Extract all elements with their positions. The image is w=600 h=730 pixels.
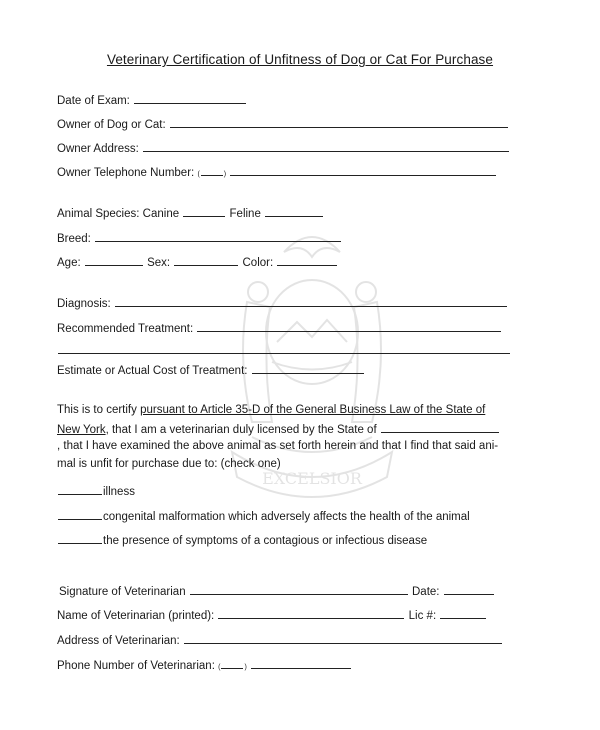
vet-name-label: Name of Veterinarian (printed): [57,610,215,622]
certify-line-3 [57,439,498,453]
area-code-open: ( [197,171,200,178]
diagnosis-label: Diagnosis: [57,298,111,310]
treatment-continuation-row [57,342,511,358]
licensed-state-field[interactable] [381,421,499,433]
age-field[interactable] [85,254,143,266]
vet-name-row [57,607,487,623]
certify-article-link: pursuant to Article 35-D of the General Business Law of the State of [140,404,486,416]
option-congenital-row[interactable] [57,508,470,524]
contagious-label: the presence of symptoms of a contagious or infectious disease [103,535,428,547]
owner-area-code-field[interactable] [201,164,223,176]
illness-check-field[interactable] [58,483,102,495]
owner-telephone-label: Owner Telephone Number: [57,167,195,179]
breed-label: Breed: [57,233,91,245]
date-of-exam-field[interactable] [134,92,246,104]
area-code-close: ) [223,171,227,178]
owner-address-field[interactable] [143,140,509,152]
treatment-label: Recommended Treatment: [57,323,194,335]
vet-area-code-open: ( [218,664,221,671]
owner-address-row [57,140,510,156]
cost-row [57,362,365,378]
congenital-label: congenital malformation which adversely affects the health of the animal [103,511,470,523]
certify-line-2 [57,421,500,437]
species-row [57,205,324,221]
certify-unfit-text: mal is unfit for purchase due to: (check one) [57,458,281,470]
lic-field[interactable] [440,607,486,619]
owner-address-label: Owner Address: [57,143,139,155]
vet-area-code-close: ) [244,664,247,671]
vet-address-field[interactable] [184,632,502,644]
breed-field[interactable] [95,230,341,242]
vet-address-label: Address of Veterinarian: [57,635,180,647]
certify-line-1 [57,403,485,417]
owner-field[interactable] [170,116,508,128]
cost-field[interactable] [252,362,364,374]
canine-label: Canine [142,208,180,220]
signature-row [59,583,495,599]
date-of-exam-label: Date of Exam: [57,95,130,107]
date-field[interactable] [444,583,494,595]
date-label: Date: [412,586,440,598]
contagious-check-field[interactable] [58,532,102,544]
cost-label: Estimate or Actual Cost of Treatment: [57,365,248,377]
certify-line-4 [57,457,281,471]
certify-examined-text: , that I have examined the above animal as set forth herein and that I find that said ani- [57,440,499,452]
feline-field[interactable] [265,205,323,217]
color-field[interactable] [277,254,337,266]
sex-field[interactable] [174,254,238,266]
treatment-continuation-field[interactable] [58,342,510,354]
species-label: Animal Species: [57,208,140,220]
vet-phone-field[interactable] [251,657,351,669]
owner-telephone-field[interactable] [230,164,496,176]
diagnosis-field[interactable] [115,295,507,307]
lic-label: Lic #: [408,610,437,622]
date-of-exam-row [57,92,247,108]
owner-row [57,116,509,132]
illness-label: illness [103,486,135,498]
form-title: Veterinary Certification of Unfitness of Dog or Cat For Purchase [106,52,494,67]
option-contagious-row[interactable] [57,532,427,548]
vet-phone-row [57,657,352,675]
signature-label: Signature of Veterinarian [59,586,186,598]
option-illness-row[interactable] [57,483,135,499]
treatment-field[interactable] [197,320,501,332]
congenital-check-field[interactable] [58,508,102,520]
age-sex-color-row [57,254,338,270]
owner-telephone-row [57,164,497,182]
vet-phone-label: Phone Number of Veterinarian: [57,660,215,672]
vet-area-code-field[interactable] [221,657,243,669]
vet-name-field[interactable] [218,607,404,619]
color-label: Color: [242,257,274,269]
vet-address-row [57,632,503,648]
certify-intro: This is to certify [57,404,137,416]
certify-licensed-text: , that I am a veterinarian duly licensed by the State of [105,424,377,436]
age-label: Age: [57,257,81,269]
owner-label: Owner of Dog or Cat: [57,119,166,131]
sex-label: Sex: [147,257,171,269]
seal-motto: EXCELSIOR [262,469,362,488]
breed-row [57,230,342,246]
feline-label: Feline [229,208,261,220]
treatment-row [57,320,502,336]
certify-state: New York [57,424,106,436]
canine-field[interactable] [183,205,225,217]
diagnosis-row [57,295,508,311]
signature-field[interactable] [190,583,408,595]
